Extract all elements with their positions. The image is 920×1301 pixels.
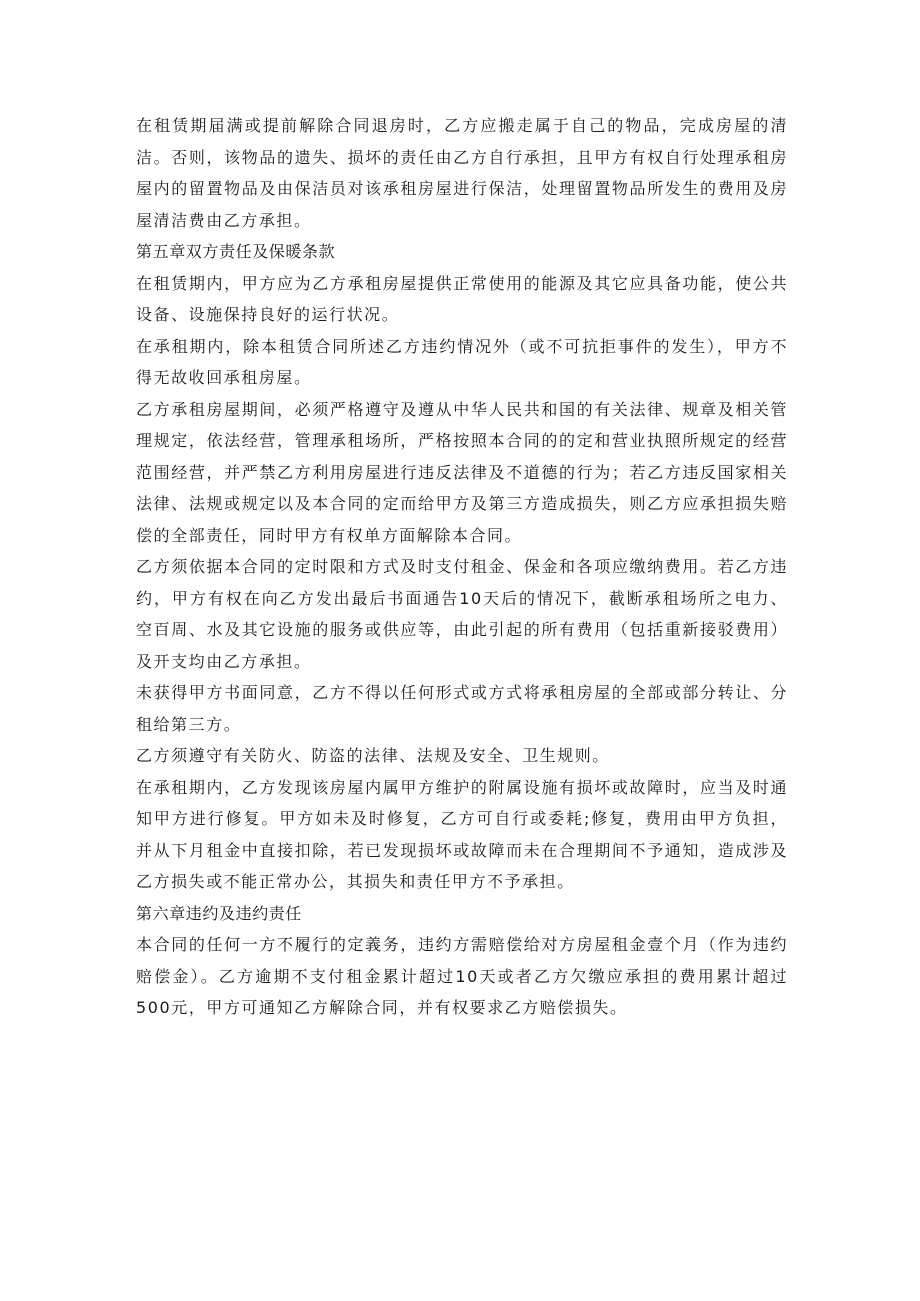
paragraph-fire-safety: 乙方须遵守有关防火、防盗的法律、法规及安全、卫生规则。 [136,746,610,765]
paragraph-breach-penalty: 本合同的任何一方不履行的定義务，违约方需赔偿给对方房屋租金壹个月（作为违约赔偿金）。乙方逾期不支付租金累计超过10天或者乙方欠缴应承担的费用累计超过500元，甲方可通知乙方解除合同，并有权要求乙方赔偿损失。 [136,935,788,1017]
paragraph-landlord-utilities: 在租赁期内，甲方应为乙方承租房屋提供正常使用的能源及其它应具备功能，使公共设备、设施保持良好的运行状况。 [136,273,788,324]
paragraph-move-out-cleaning: 在租赁期届满或提前解除合同退房时，乙方应搬走属于自己的物品，完成房屋的清洁。否则，该物品的遗失、损坏的责任由乙方自行承担，且甲方有权自行处理承租房屋内的留置物品及由保洁员对该承租房屋进行保洁，处理留置物品所发生的费用及房屋清洁费由乙方承担。 [136,116,788,230]
chapter-5-heading: 第五章双方责任及保暖条款 [136,242,336,261]
paragraph-no-repossession: 在承租期内，除本租赁合同所述乙方违约情况外（或不可抗拒事件的发生），甲方不得无故收回承租房屋。 [136,336,788,387]
chapter-6-heading: 第六章违约及违约责任 [136,903,303,923]
paragraph-payment-obligation: 乙方须依据本合同的定时限和方式及时支付租金、保金和各项应缴纳费用。若乙方违约，甲方有权在向乙方发出最后书面通告10天后的情况下，截断承租场所之电力、空百周、水及其它设施的服务或供应等，由此引起的所有费用（包括重新接驳费用）及开支均由乙方承担。 [136,557,788,671]
paragraph-legal-compliance: 乙方承租房屋期间，必须严格遵守及遵从中华人民共和国的有关法律、规章及相关管理规定，依法经营，管理承租场所，严格按照本合同的的定和营业执照所规定的经营范围经营，并严禁乙方利用房屋进行违反法律及不道德的行为；若乙方违反国家相关法律、法规或规定以及本合同的定而给甲方及第三方造成损失，则乙方应承担损失赔偿的全部责任，同时甲方有权单方面解除本合同。 [136,399,788,545]
paragraph-no-sublease: 未获得甲方书面同意，乙方不得以任何形式或方式将承租房屋的全部或部分转让、分租给第三方。 [136,683,788,734]
paragraph-repairs: 在承租期内，乙方发现该房屋内属甲方维护的附属设施有损坏或故障时，应当及时通知甲方进行修复。甲方如未及时修复，乙方可自行或委耗;修复，费用由甲方负担，并从下月租金中直接扣除，若已发现损坏或故障而未在合理期间不予通知，造成涉及乙方损失或不能正常办公，其损失和责任甲方不予承担。 [136,777,788,891]
document-body [136,110,788,1024]
